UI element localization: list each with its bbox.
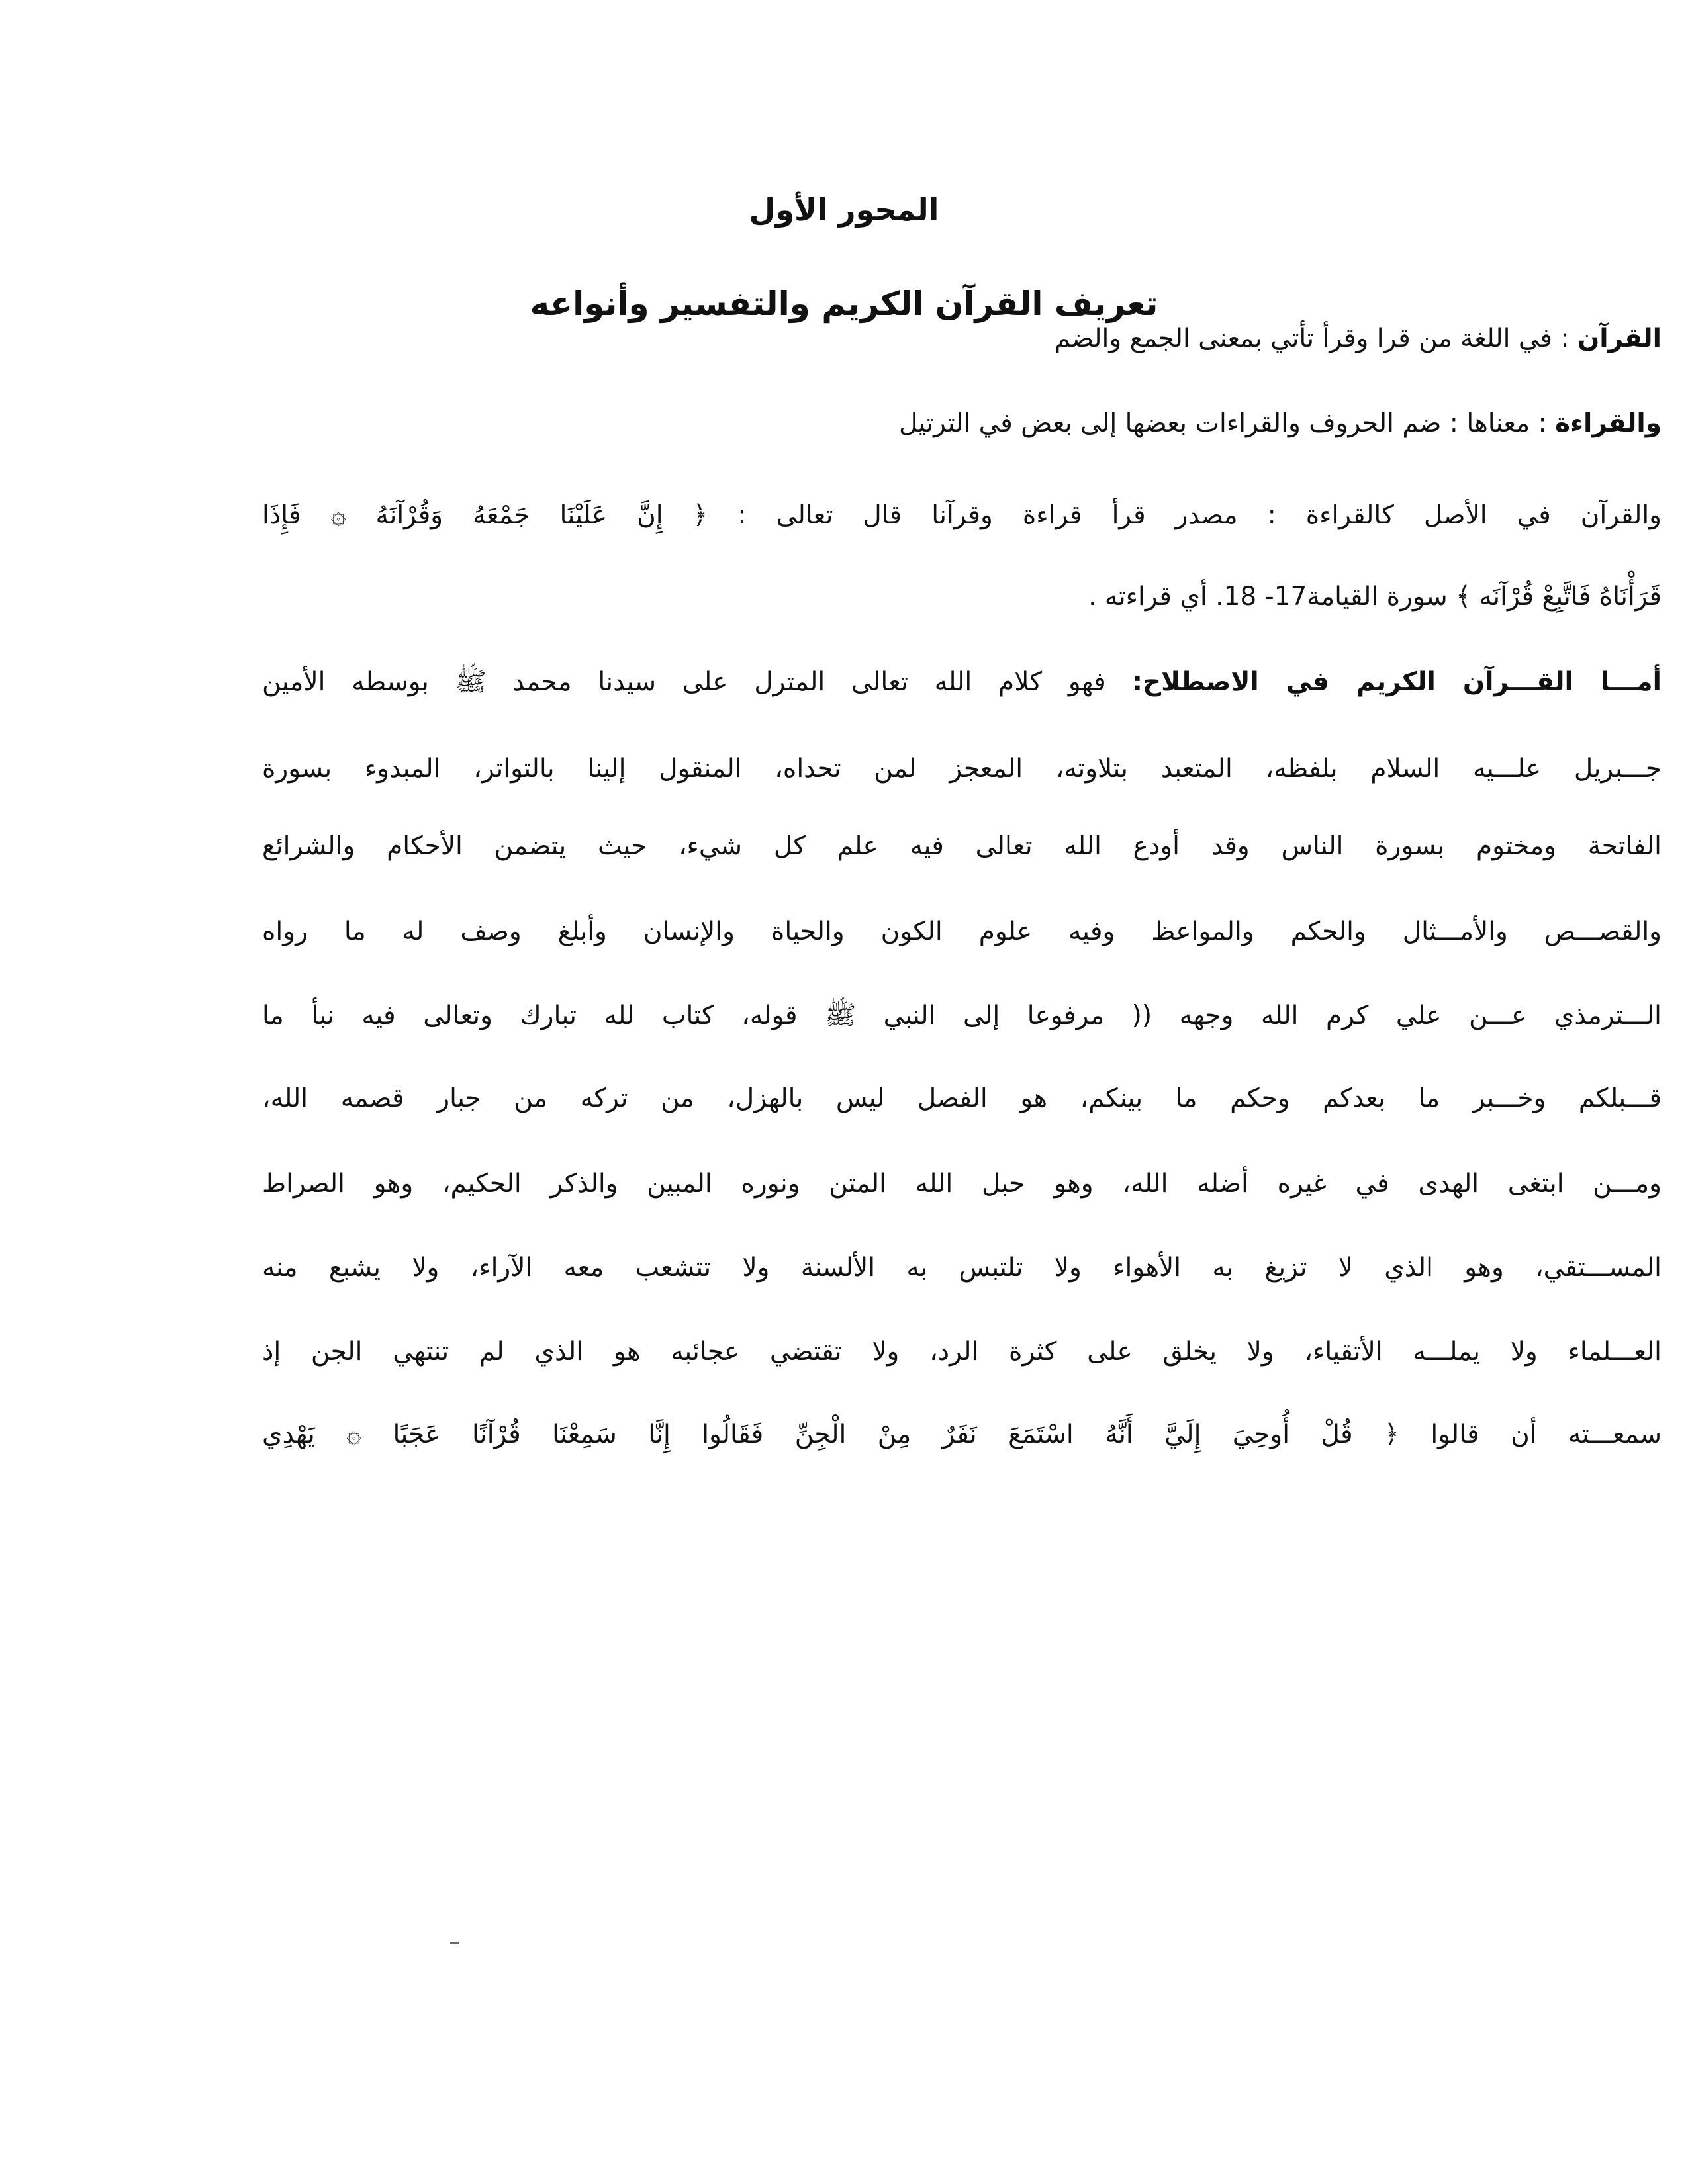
text-line xyxy=(262,404,1662,443)
text-line xyxy=(262,1164,1662,1204)
term-label: القرآن xyxy=(1577,324,1662,353)
line-text: قـــبلكم وخـــبر ما بعدكم وحكم ما بينكم، هو الفصل ليس بالهزل، من تركه من جبار قصمه الله، xyxy=(262,1083,1662,1113)
scan-mark xyxy=(450,1942,459,1944)
line-text: سمعـــته أن قالوا ﴿ قُلْ أُوحِيَ إِلَيَّ أَنَّهُ اسْتَمَعَ نَفَرٌ مِنْ الْجِنِّ فَقَالُوا إِنَّا سَمِعْنَا قُرْآنًا عَجَبًا ۞ يَهْدِي xyxy=(262,1420,1662,1449)
text-line xyxy=(262,996,1662,1036)
text-line xyxy=(262,662,1662,702)
line-text: : معناها : ضم الحروف والقراءات بعضها إلى بعض في الترتيل xyxy=(899,408,1556,438)
text-line xyxy=(262,319,1662,359)
section-heading: المحور الأول xyxy=(749,192,939,228)
line-text: والقرآن في الأصل كالقراءة : مصدر قرأ قراءة وقرآنا قال تعالى : ﴿ إِنَّ عَلَيْنَا جَمْعَهُ وَقُرْآنَهُ ۞ فَإِذَا xyxy=(262,500,1662,530)
term-label: أمـــا القـــرآن الكريم في الاصطلاح: xyxy=(1132,667,1662,697)
line-text: العـــلماء ولا يملـــه الأتقياء، ولا يخلق على كثرة الرد، ولا تقتضي عجائبه هو الذي لم تنتهي الجن إذ xyxy=(262,1337,1662,1367)
line-text: ومـــن ابتغى الهدى في غيره أضله الله، وهو حبل الله المتن ونوره المبين والذكر الحكيم، وهو الصراط xyxy=(262,1169,1662,1199)
line-text: المســـتقي، وهو الذي لا تزيغ به الأهواء ولا تلتبس به الألسنة ولا تتشعب معه الآراء، ولا يشبع منه xyxy=(262,1253,1662,1283)
text-line xyxy=(262,1415,1662,1455)
line-text: والقصـــص والأمـــثال والحكم والمواعظ وفيه علوم الكون والحياة والإنسان وأبلغ وصف له ما رواه xyxy=(262,917,1662,946)
text-line xyxy=(262,1079,1662,1118)
line-text: الـــترمذي عـــن علي كرم الله وجهه (( مرفوعا إلى النبي ﷺ قوله، كتاب لله تبارك وتعالى فيه نبأ ما xyxy=(262,1001,1662,1030)
line-text: الفاتحة ومختوم بسورة الناس وقد أودع الله تعالى فيه علم كل شيء، حيث يتضمن الأحكام والشرائع xyxy=(262,831,1662,861)
line-text: فهو كلام الله تعالى المترل على سيدنا محمد ﷺ بوسطه الأمين xyxy=(262,667,1133,697)
section-subheading: تعريف القرآن الكريم والتفسير وأنواعه xyxy=(530,285,1158,323)
text-line xyxy=(262,749,1662,789)
text-line xyxy=(262,496,1662,535)
line-text: : في اللغة من قرا وقرأ تأتي بمعنى الجمع والضم xyxy=(1054,324,1577,353)
text-line xyxy=(262,577,1662,617)
line-text: قَرَأْنَاهُ فَاتَّبِعْ قُرْآنَه ﴾ سورة القيامة17- 18. أي قراءته . xyxy=(1088,582,1662,612)
line-text: جـــبريل علـــيه السلام بلفظه، المتعبد بتلاوته، المعجز لمن تحداه، المنقول إلينا بالتواتر، المبدوء بسورة xyxy=(262,754,1662,784)
text-line xyxy=(262,912,1662,952)
text-line xyxy=(262,827,1662,866)
term-label: والقراءة xyxy=(1555,408,1662,438)
text-line xyxy=(262,1332,1662,1372)
text-line xyxy=(262,1248,1662,1288)
